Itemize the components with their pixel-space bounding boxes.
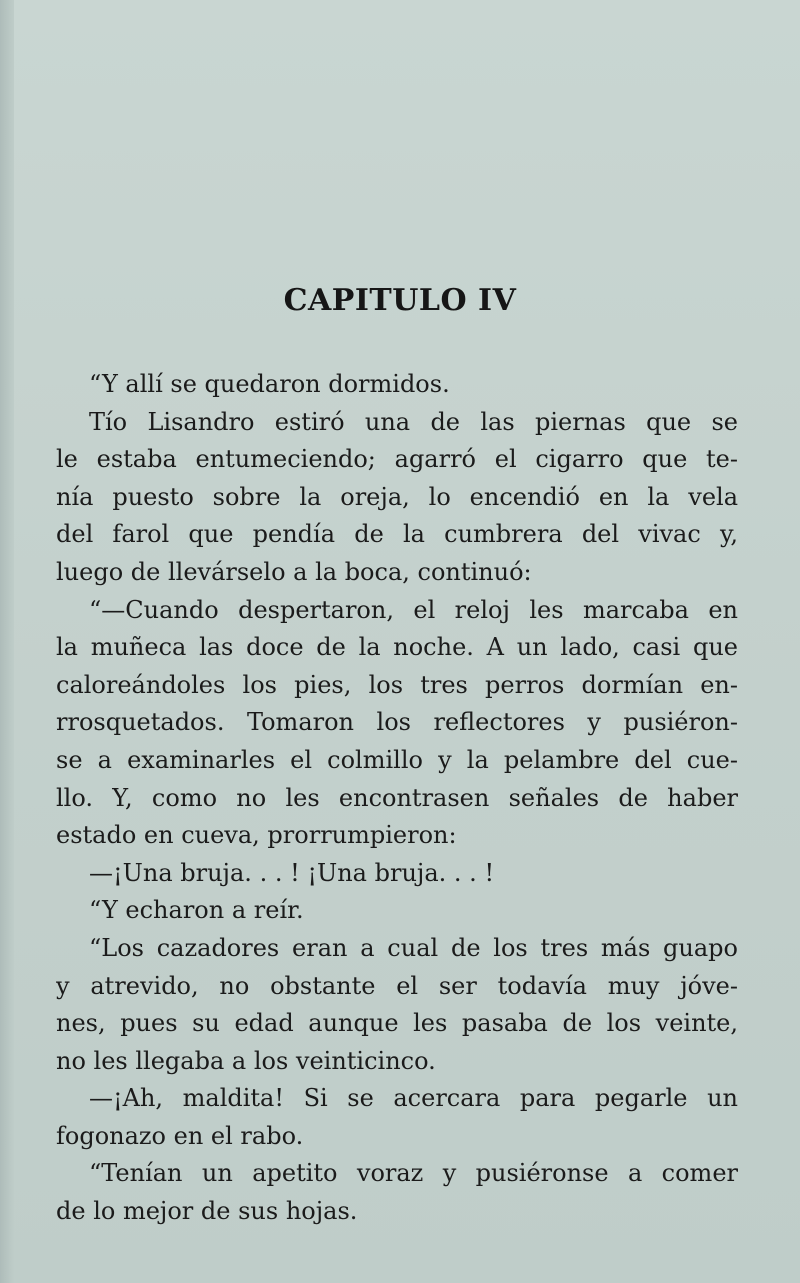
text-line: no les llegaba a los veinticinco. — [56, 1046, 436, 1075]
text-line: rrosquetados. Tomaron los reflectores y pusiéron- — [56, 708, 738, 737]
text-line: “—Cuando despertaron, el reloj les marcaba en — [89, 595, 738, 624]
chapter-title: CAPITULO IV — [283, 283, 517, 318]
text-line: le estaba entumeciendo; agarró el cigarro que te- — [56, 445, 738, 474]
text-line: nes, pues su edad aunque les pasaba de los veinte, — [56, 1009, 738, 1038]
text-line: se a examinarles el colmillo y la pelambre del cue- — [56, 745, 738, 774]
text-line: la muñeca las doce de la noche. A un lado, casi que — [56, 633, 738, 662]
text-line: estado en cueva, prorrumpieron: — [56, 821, 457, 850]
text-line: caloreándoles los pies, los tres perros dormían en- — [56, 670, 738, 699]
page-spine-edge — [0, 0, 14, 1283]
body-text — [56, 366, 738, 1231]
text-line: fogonazo en el rabo. — [56, 1121, 304, 1150]
text-line: “Y echaron a reír. — [89, 896, 304, 925]
text-line: “Los cazadores eran a cual de los tres más guapo — [89, 933, 738, 962]
text-line: luego de llevárselo a la boca, continuó: — [56, 557, 532, 586]
text-line: Tío Lisandro estiró una de las piernas que se — [89, 407, 738, 436]
text-line: —¡Una bruja. . . ! ¡Una bruja. . . ! — [89, 858, 495, 887]
text-line: y atrevido, no obstante el ser todavía muy jóve- — [56, 971, 738, 1000]
text-line: —¡Ah, maldita! Si se acercara para pegarle un — [89, 1084, 738, 1113]
text-line: “Y allí se quedaron dormidos. — [89, 370, 450, 398]
text-line: de lo mejor de sus hojas. — [56, 1197, 358, 1226]
text-line: nía puesto sobre la oreja, lo encendió en la vela — [56, 482, 738, 511]
text-line: del farol que pendía de la cumbrera del vivac y, — [56, 520, 738, 549]
text-line: “Tenían un apetito voraz y pusiéronse a comer — [89, 1159, 738, 1188]
text-line: llo. Y, como no les encontrasen señales de haber — [56, 783, 738, 812]
